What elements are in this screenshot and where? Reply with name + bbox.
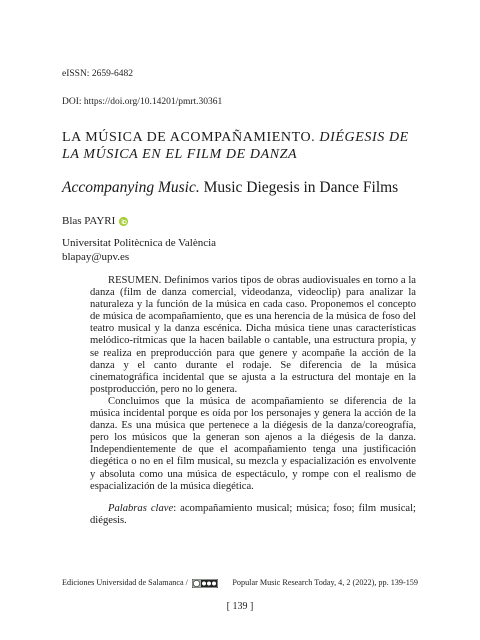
title-spanish-main: LA MÚSICA DE ACOMPAÑAMIENTO.	[62, 130, 316, 145]
title-spanish	[62, 129, 422, 163]
title-english	[62, 178, 422, 197]
affiliation	[62, 236, 216, 264]
title-english-main: Music Diegesis in Dance Films	[203, 179, 399, 196]
cc-by-nc-nd-icon[interactable]	[192, 579, 218, 588]
keywords-label: Palabras clave	[108, 502, 174, 514]
abstract-paragraph-2: Concluimos que la música de acompañamiento se diferencia de la música incidental porque es oída por los personajes y genera la acción de la danza. Es una música que pertenece a la diégesis de la danza/coreografía, pero los músicos que la generan son ajenos a la diégesis de la danza. Independientemente de que el acompañamiento tenga una justificación diegética o no en el film musical, su mezcla y espacialización es envolvente y absoluta como una música de espectáculo, y rompe con el realismo de espacialización de la música diegética.	[90, 395, 416, 492]
footer-publisher	[62, 578, 218, 588]
keywords	[90, 503, 416, 527]
orcid-icon[interactable]	[119, 217, 128, 226]
footer-journal: Popular Music Research Today, 4, 2 (2022), pp. 139-159	[232, 578, 418, 588]
publisher-name: Ediciones Universidad de Salamanca /	[62, 578, 188, 587]
author-name: Blas PAYRI	[62, 215, 116, 227]
title-spanish-italic: DIÉGESIS DE LA MÚSICA EN EL FILM DE DANZA	[62, 130, 409, 162]
author	[62, 215, 128, 227]
page-number: [ 139 ]	[226, 601, 254, 612]
abstract-paragraph-1: RESUMEN. Definimos varios tipos de obras audiovisuales en torno a la danza (film de danza comercial, videodanza, videoclip) para analizar la naturaleza y la función de la música en cada caso. Proponemos el concepto de música de acompañamiento, que es una herencia de la música de foso del teatro musical y la danza escénica. Dicha música tiene unas características melódico-rítmicas que la hacen bailable o cantable, una estructura propia, y se realiza en preproducción para que genere y acompañe la acción de la danza y el canto durante el rodaje. Se diferencia de la música cinematográfica incidental que se ajusta a la estructura del montaje en la postproducción, pero no lo genera.	[90, 275, 416, 395]
title-english-italic: Accompanying Music.	[62, 179, 200, 196]
abstract	[90, 275, 416, 527]
doi-link[interactable]: DOI: https://doi.org/10.14201/pmrt.30361	[62, 97, 223, 107]
author-email[interactable]: blapay@upv.es	[62, 251, 130, 263]
keywords-list: : acompañamiento musical; música; foso; film musical; diégesis.	[90, 502, 416, 526]
institution: Universitat Politècnica de València	[62, 237, 217, 249]
eissn: eISSN: 2659-6482	[62, 69, 133, 79]
footer	[62, 578, 418, 588]
